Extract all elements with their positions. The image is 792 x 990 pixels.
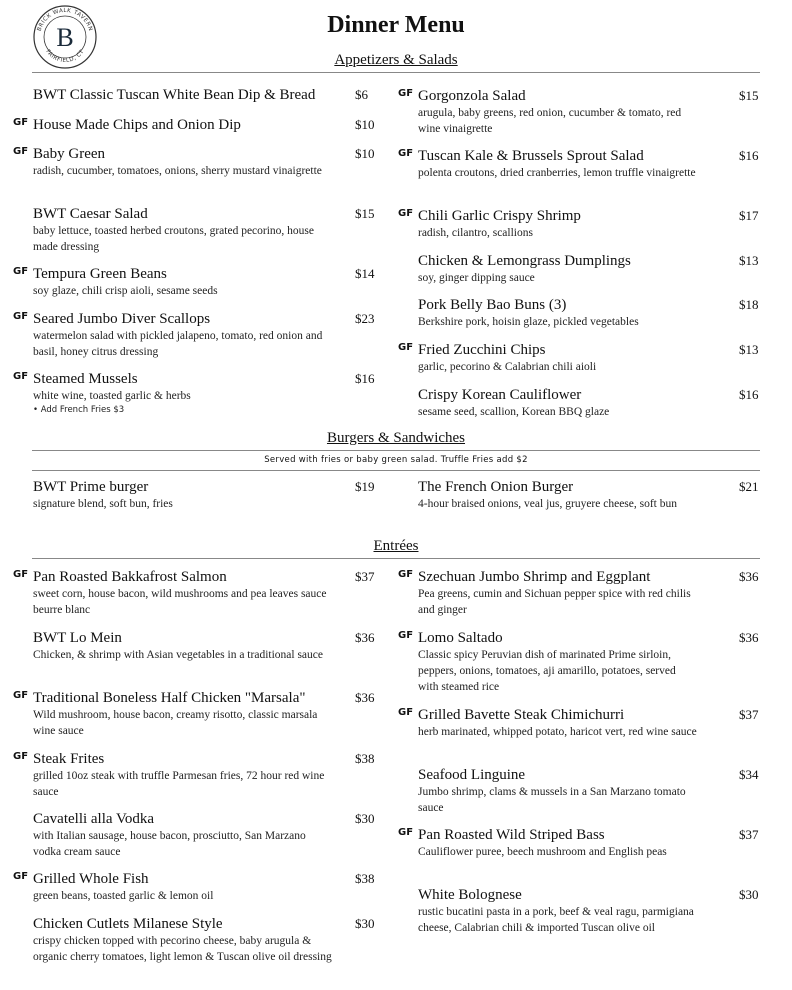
menu-item-description: radish, cucumber, tomatoes, onions, sherry mustard vinaigrette [33,165,322,177]
gluten-free-badge: GF [398,707,414,718]
menu-item-name: Tuscan Kale & Brussels Sprout Salad [418,148,644,164]
menu-item-name: BWT Caesar Salad [33,206,148,222]
menu-item [13,689,375,739]
menu-item-description: Cauliflower puree, beech mushroom and English peas [418,846,667,858]
menu-item-name: BWT Prime burger [33,479,149,495]
section-divider [32,470,760,471]
gluten-free-badge: GF [13,146,29,157]
menu-item-name: Gorgonzola Salad [418,88,526,104]
gluten-free-badge: GF [13,569,29,580]
menu-item-price: $15 [355,206,375,221]
menu-item-price: $19 [355,479,375,494]
menu-item-name: Szechuan Jumbo Shrimp and Eggplant [418,569,651,585]
menu-item-description: Chicken, & shrimp with Asian vegetables in a traditional sauce [33,649,323,661]
menu-item-price: $37 [739,707,759,722]
menu-item [13,370,375,417]
gluten-free-badge: GF [13,371,29,382]
menu-item-price: $36 [739,569,759,584]
menu-item [418,386,759,420]
menu-item-price: $14 [355,266,375,281]
section-divider [32,558,760,559]
menu-item-price: $37 [739,827,759,842]
svg-text:BRICK WALK TAVERN: BRICK WALK TAVERN [36,7,94,33]
menu-item-price: $16 [355,371,375,386]
menu-item-description: Wild mushroom, house bacon, creamy risotto, classic marsala wine sauce [33,709,318,737]
menu-item-price: $37 [355,569,375,584]
menu-item [418,296,759,330]
gluten-free-badge: GF [398,208,414,219]
gluten-free-badge: GF [398,148,414,159]
menu-item [398,341,759,375]
menu-item-name: Lomo Saltado [418,630,503,646]
menu-item-description: grilled 10oz steak with truffle Parmesan fries, 72 hour red wine sauce [33,770,325,798]
menu-item [418,252,759,286]
menu-item-price: $38 [355,871,375,886]
menu-item-description: sesame seed, scallion, Korean BBQ glaze [418,406,610,418]
menu-item-name: Traditional Boneless Half Chicken "Marsala" [33,690,306,706]
menu-item-name: Pork Belly Bao Buns (3) [418,297,567,313]
menu-item-name: Seafood Linguine [418,767,526,783]
menu-item-addon: • Add French Fries $3 [33,405,125,415]
menu-item-description: garlic, pecorino & Calabrian chili aioli [418,361,597,373]
menu-item [398,826,759,860]
menu-item-name: Fried Zucchini Chips [418,342,546,358]
gluten-free-badge: GF [398,630,414,641]
section-burgers: Burgers & Sandwiches [326,430,466,446]
menu-item-price: $10 [355,146,375,161]
menu-item-price: $34 [739,767,759,782]
menu-item [33,205,375,255]
gluten-free-badge: GF [398,827,414,838]
menu-item-description: with Italian sausage, house bacon, prosciutto, San Marzano vodka cream sauce [33,830,306,858]
menu-item-name: Pan Roasted Wild Striped Bass [418,827,605,843]
svg-text:FAIRFIELD, CT: FAIRFIELD, CT [44,48,86,65]
gluten-free-badge: GF [398,342,414,353]
menu-item-name: House Made Chips and Onion Dip [33,117,241,133]
menu-item-name: Baby Green [33,146,106,162]
menu-item-price: $10 [355,117,375,132]
menu-item-name: BWT Classic Tuscan White Bean Dip & Bread [33,87,316,103]
menu-item-price: $16 [739,148,759,163]
menu-item-price: $13 [739,253,759,268]
menu-item [13,750,375,800]
page-title: Dinner Menu [327,12,465,38]
menu-item-price: $38 [355,751,375,766]
menu-item [13,310,375,360]
menu-item [398,568,759,618]
menu-item-description: white wine, toasted garlic & herbs [33,390,191,402]
menu-item-price: $36 [739,630,759,645]
menu-item-name: Steak Frites [33,751,105,767]
menu-item-name: Chili Garlic Crispy Shrimp [418,208,581,224]
menu-item [418,478,759,512]
gluten-free-badge: GF [13,266,29,277]
menu-item-name: Crispy Korean Cauliflower [418,387,582,403]
gluten-free-badge: GF [13,117,29,128]
gluten-free-badge: GF [398,569,414,580]
gluten-free-badge: GF [398,88,414,99]
menu-item [33,86,368,104]
menu-item-price: $23 [355,311,375,326]
gluten-free-badge: GF [13,690,29,701]
menu-item-name: Tempura Green Beans [33,266,167,282]
menu-item-name: The French Onion Burger [418,479,574,495]
menu-item [13,870,375,904]
menu-item [13,265,375,299]
menu-item-description: sweet corn, house bacon, wild mushrooms and pea leaves sauce beurre blanc [33,588,327,616]
menu-item-price: $30 [355,916,375,931]
gluten-free-badge: GF [13,311,29,322]
menu-item-price: $16 [739,387,759,402]
menu-item-name: White Bolognese [418,887,522,903]
menu-item-description: rustic bucatini pasta in a pork, beef & veal ragu, parmigiana cheese, Calabrian chili & imported Tuscan olive oil [418,906,694,934]
menu-item [13,116,375,134]
menu-item-name: Cavatelli alla Vodka [33,811,155,827]
menu-item-name: Pan Roasted Bakkafrost Salmon [33,569,227,585]
menu-item [13,568,375,618]
menu-item-price: $13 [739,342,759,357]
menu-item-name: Steamed Mussels [33,371,138,387]
menu-item-description: soy, ginger dipping sauce [418,272,535,284]
menu-item-price: $18 [739,297,759,312]
menu-item [418,766,759,816]
menu-item-name: Grilled Bavette Steak Chimichurri [418,707,625,723]
menu-item-description: soy glaze, chili crisp aioli, sesame seeds [33,285,218,297]
gluten-free-badge: GF [13,871,29,882]
menu-item [13,145,375,179]
menu-item [33,915,375,965]
menu-item-description: Jumbo shrimp, clams & mussels in a San Marzano tomato sauce [418,786,686,814]
menu-item-description: Pea greens, cumin and Sichuan pepper spice with red chilis and ginger [418,588,691,616]
menu-item [398,87,759,137]
svg-text:B: B [56,23,74,52]
menu-item-price: $15 [739,88,759,103]
menu-item-description: watermelon salad with pickled jalapeno, tomato, red onion and basil, honey citrus dressing [33,330,323,358]
section-appetizers: Appetizers & Salads [334,52,458,68]
menu-item-name: BWT Lo Mein [33,630,122,646]
menu-item-description: green beans, toasted garlic & lemon oil [33,890,214,902]
menu-item-description: herb marinated, whipped potato, haricot vert, red wine sauce [418,726,697,738]
menu-item [33,478,375,512]
menu-item-price: $21 [739,479,759,494]
menu-item-name: Seared Jumbo Diver Scallops [33,311,211,327]
menu-item-description: baby lettuce, toasted herbed croutons, grated pecorino, house made dressing [33,225,315,253]
menu-item [398,706,759,740]
menu-item-description: Classic spicy Peruvian dish of marinated Prime sirloin, peppers, onions, tomatoes, aji amarillo, potatoes, served with steamed rice [418,649,676,693]
menu-item-description: arugula, baby greens, red onion, cucumber & tomato, red wine vinaigrette [418,107,682,135]
menu-item-name: Chicken & Lemongrass Dumplings [418,253,631,269]
section-divider [32,72,760,73]
section-entrees: Entrées [373,538,419,554]
menu-item-price: $30 [355,811,375,826]
gluten-free-badge: GF [13,751,29,762]
menu-item [398,207,759,241]
menu-item [418,886,759,936]
menu-item-price: $36 [355,690,375,705]
menu-item-description: crispy chicken topped with pecorino cheese, baby arugula & organic cherry tomatoes, light lemon & Tuscan olive oil dressing [33,935,332,963]
section-divider [32,450,760,451]
burgers-note: Served with fries or baby green salad. Truffle Fries add $2 [264,455,528,465]
menu-item-name: Grilled Whole Fish [33,871,149,887]
menu-item [33,810,375,860]
menu-item-description: polenta croutons, dried cranberries, lemon truffle vinaigrette [418,167,696,179]
menu-item [33,629,375,663]
menu-item-price: $36 [355,630,375,645]
menu-item-description: signature blend, soft bun, fries [33,498,173,510]
menu-item [398,147,759,181]
menu-item-name: Chicken Cutlets Milanese Style [33,916,223,932]
menu-item-description: 4-hour braised onions, veal jus, gruyere cheese, soft bun [418,498,677,510]
menu-item-price: $6 [355,87,368,102]
menu-item [398,629,759,695]
menu-item-description: Berkshire pork, hoisin glaze, pickled vegetables [418,316,639,328]
menu-item-price: $17 [739,208,759,223]
menu-item-price: $30 [739,887,759,902]
menu-item-description: radish, cilantro, scallions [418,227,533,239]
